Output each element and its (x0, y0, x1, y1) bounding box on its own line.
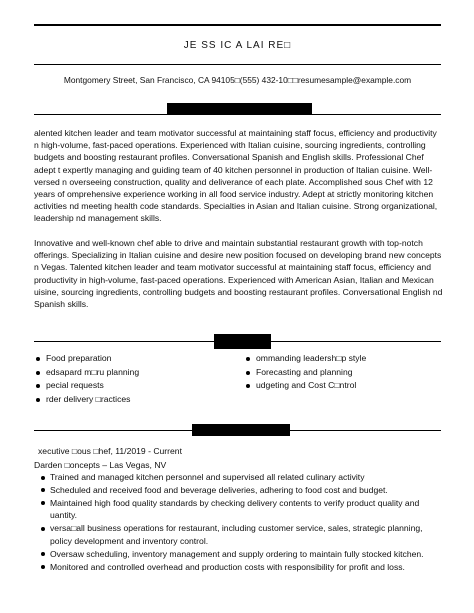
bullet-icon (41, 565, 45, 569)
bullet-icon (41, 488, 45, 492)
header-divider (34, 64, 441, 65)
bullet-icon (41, 476, 45, 480)
skills-heading-bar (214, 334, 271, 349)
skill-item: rder delivery □ractices (34, 393, 234, 407)
duty-item: Oversaw scheduling, inventory management and supply ordering to maintain fully stocked kitchen. (34, 548, 443, 561)
bullet-icon (246, 371, 250, 375)
duty-item: Trained and managed kitchen personnel and supervised all related culinary activity (34, 471, 443, 484)
skill-item: pecial requests (34, 379, 234, 393)
job-title: xecutive □ous □hef, 11/2019 - Current (38, 446, 182, 456)
bullet-icon (246, 384, 250, 388)
summary-paragraph-2: Innovative and well-known chef able to drive and maintain substantial restaurant growth with top-notch offerings. Specializing in Italian cuisine and desire new position focused on developing brand new concepts n Vegas. Talented kitchen leader and team motivator successful at maintaining staff focus, efficiency and productivity in high-volume, fast-paced operations. Experienced with American Asian, Italian and Mexican uisine, sourcing ingredients, controlling budgets and boosting restaurant profiles. Conversational English nd Spanish skills. (34, 238, 443, 310)
candidate-name: JE SS IC A LAI RE□ (183, 40, 292, 51)
summary-paragraph-1: alented kitchen leader and team motivator successful at maintaining staff focus, efficiency and productivity n high-volume, fast-paced operations. Experienced with Italian cuisine, sourcing ingredients, controlling budgets and boosting restaurant profiles. Conversational Spanish and English skills. Professional Chef adept t expertly managing and guiding team of 40 kitchen personnel in production of Italian cuisine. Well-versed n overseeing construction, quality and deliverance of each plate. Accomplished sous Chef with 12 years of omprehensive experience working in all food service industry. Adept at strictly monitoring kitchen activities nd meeting health code standards. Specialties in Asian and Italian cuisine. Strong organizational, leadership nd management skills. (34, 128, 438, 224)
bullet-icon (41, 527, 45, 531)
duty-item: versa□all business operations for restaurant, including customer service, sales, strategic planning, policy development and inventory control. (34, 522, 443, 548)
duty-item: Monitored and controlled overhead and production costs with responsibility for profit and loss. (34, 561, 443, 574)
summary-heading-bar (167, 103, 312, 115)
duty-item: Maintained high food quality standards by checking delivery contents to verify product quality and uantity. (34, 497, 443, 523)
job-company: Darden □oncepts – Las Vegas, NV (34, 460, 167, 470)
skills-left-column (34, 352, 234, 407)
skill-item: Food preparation (34, 352, 234, 366)
bullet-icon (36, 371, 40, 375)
experience-heading-bar (192, 424, 290, 436)
skill-item: edsapard m□ru planning (34, 366, 234, 380)
skills-right-column (244, 352, 444, 393)
bullet-icon (246, 357, 250, 361)
skill-item: ommanding leadersh□p style (244, 352, 444, 366)
bullet-icon (36, 357, 40, 361)
bullet-icon (41, 501, 45, 505)
duty-item: Scheduled and received food and beverage deliveries, adhering to food cost and budget. (34, 484, 443, 497)
contact-line: Montgomery Street, San Francisco, CA 94105□(555) 432-10□□resumesample@example.com (63, 75, 412, 85)
job-duties (34, 471, 443, 573)
skill-item: Forecasting and planning (244, 366, 444, 380)
bullet-icon (36, 398, 40, 402)
skill-item: udgeting and Cost C□ntrol (244, 379, 444, 393)
bullet-icon (36, 384, 40, 388)
top-rule (34, 24, 441, 26)
bullet-icon (41, 552, 45, 556)
